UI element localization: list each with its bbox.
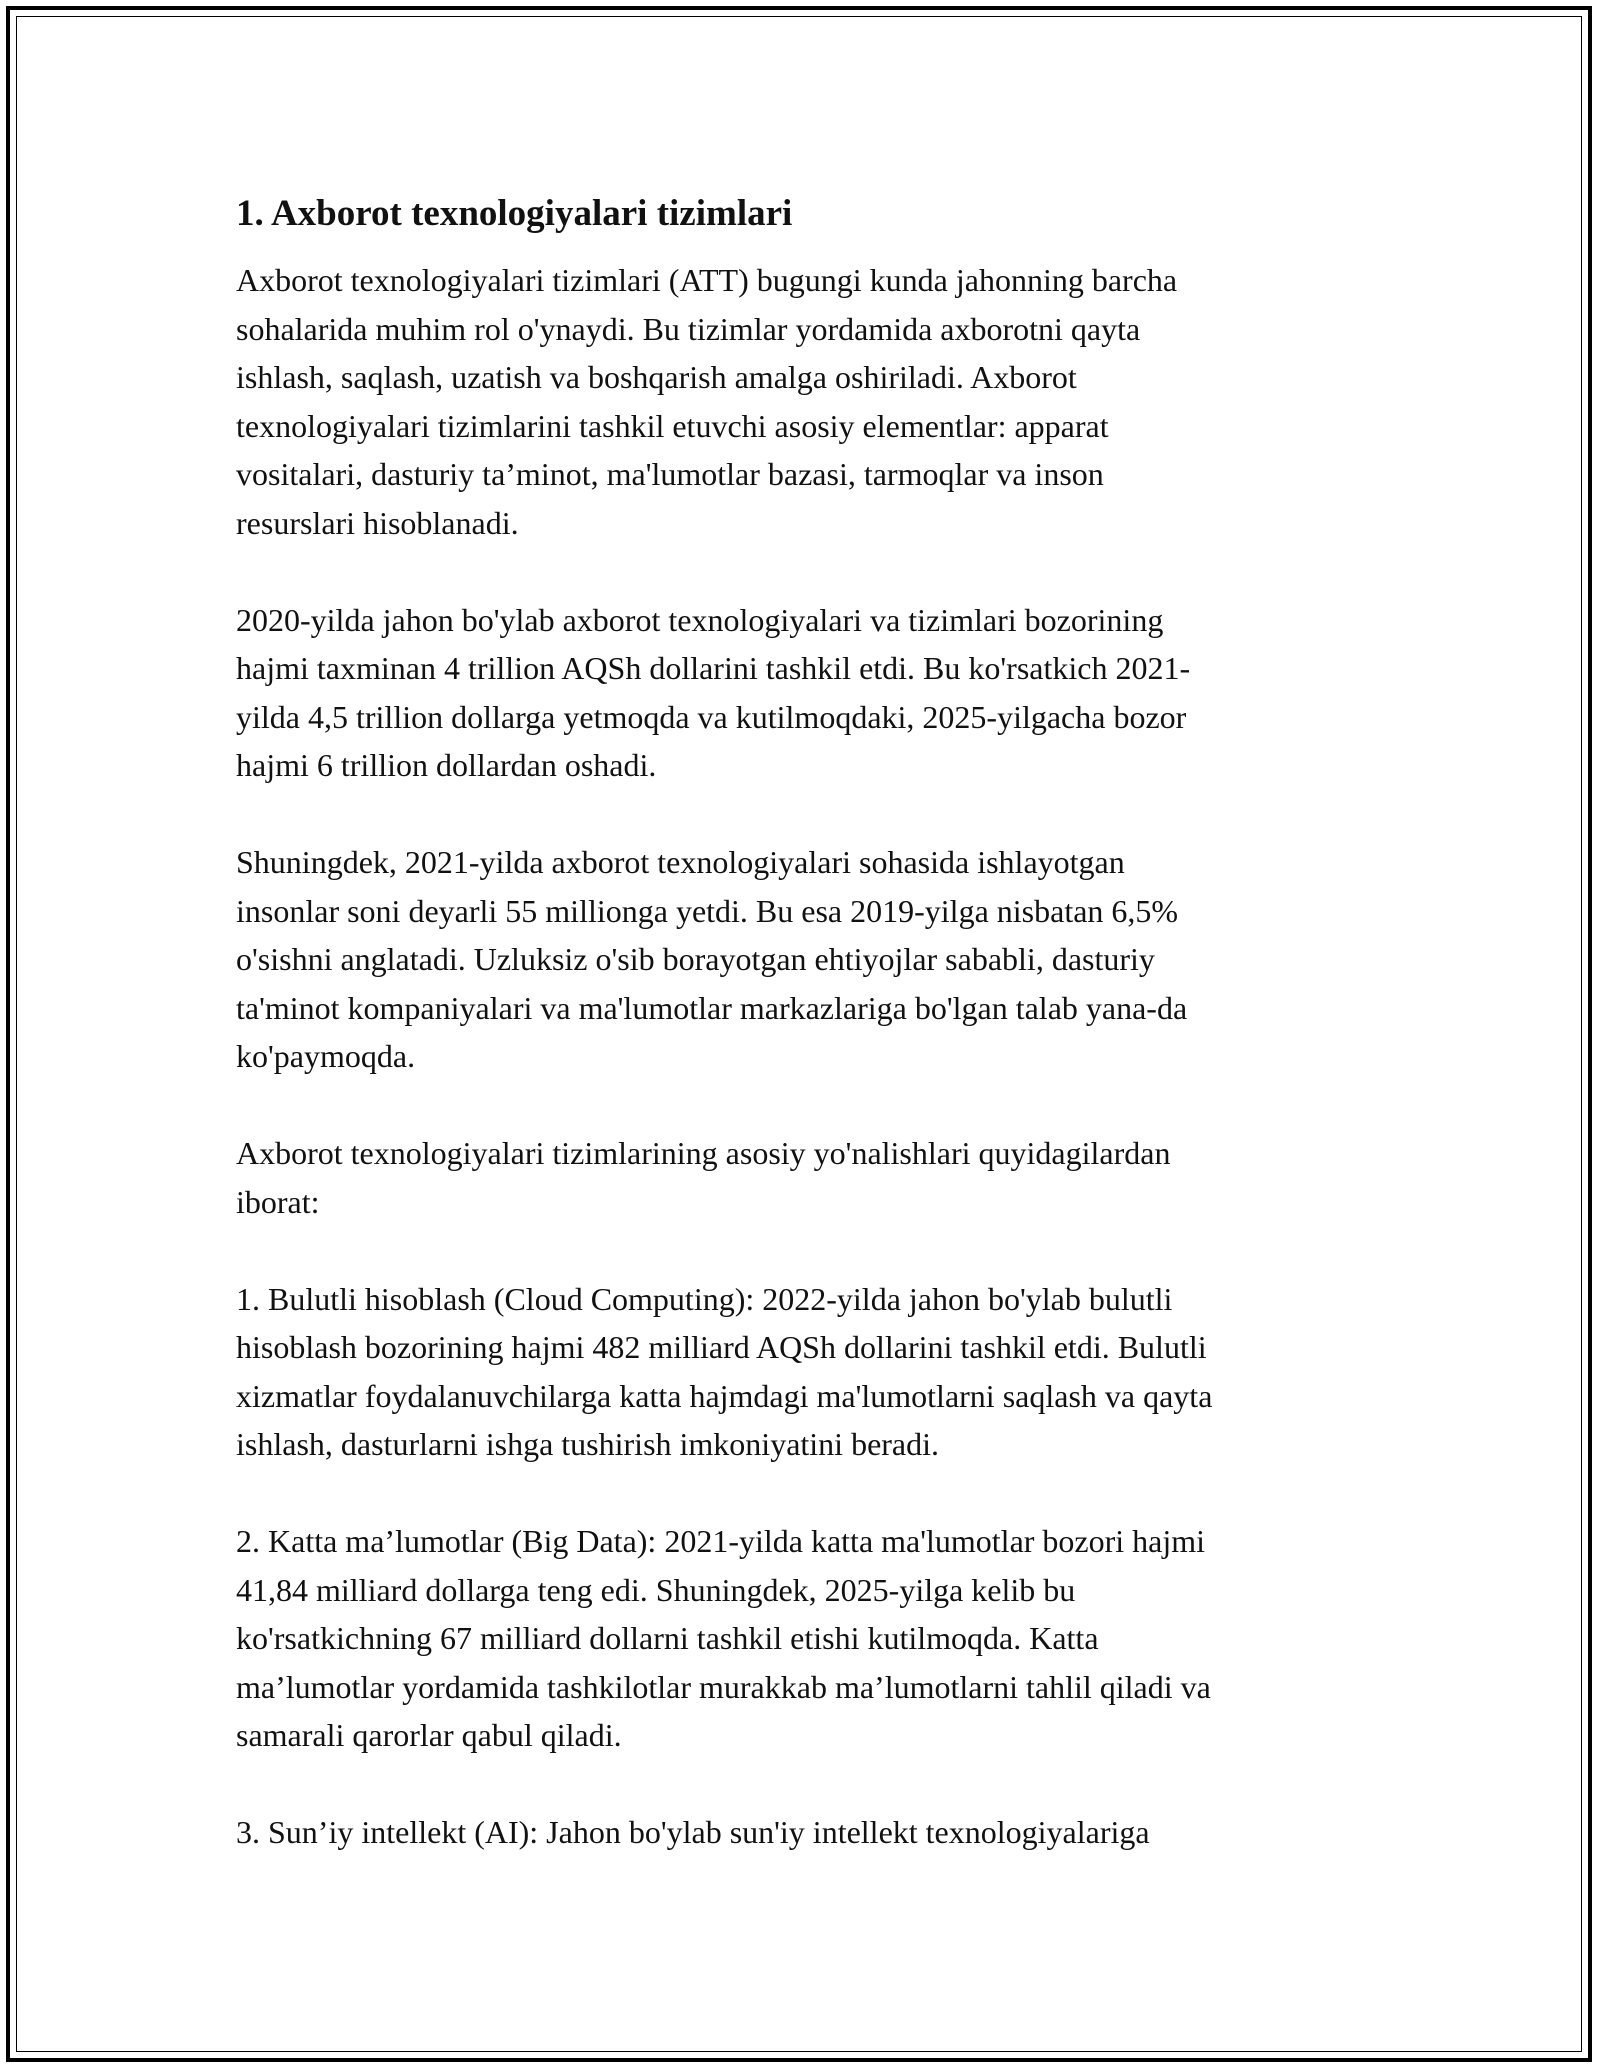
paragraph xyxy=(236,256,1376,547)
text-line: 1. Bulutli hisoblash (Cloud Computing): 2022-yilda jahon bo'ylab bulutli xyxy=(236,1280,1173,1317)
text-line: Axborot texnologiyalari tizimlari (ATT) bugungi kunda jahonning barcha xyxy=(236,262,1178,298)
text-line: hisoblash bozorining hajmi 482 milliard AQSh dollarini tashkil etdi. Bulutli xyxy=(236,1329,1207,1365)
text-line: sohalarida muhim rol o'ynaydi. Bu tizimlar yordamida axborotni qayta xyxy=(236,310,1141,347)
text-line: 2020-yilda jahon bo'ylab axborot texnologiyalari va tizimlari bozorining xyxy=(236,601,1164,638)
text-line: hajmi 6 trillion dollardan oshadi. xyxy=(236,747,657,783)
paragraph xyxy=(236,1275,1376,1469)
text-line: samarali qarorlar qabul qiladi. xyxy=(236,1717,622,1753)
text-line: insonlar soni deyarli 55 millionga yetdi. Bu esa 2019-yilga nisbatan 6,5% xyxy=(236,892,1179,929)
text-line: vositalari, dasturiy ta’minot, ma'lumotlar bazasi, tarmoqlar va inson xyxy=(236,456,1104,492)
text-line: ishlash, saqlash, uzatish va boshqarish amalga oshiriladi. Axborot xyxy=(236,359,1077,395)
text-line: ishlash, dasturlarni ishga tushirish imkoniyatini beradi. xyxy=(236,1426,940,1462)
text-line: ta'minot kompaniyalari va ma'lumotlar markazlariga bo'lgan talab yana-da xyxy=(236,989,1188,1026)
document-content xyxy=(236,190,1376,1905)
text-line: xizmatlar foydalanuvchilarga katta hajmdagi ma'lumotlarni saqlash va qayta xyxy=(236,1377,1213,1414)
text-line: texnologiyalari tizimlarini tashkil etuvchi asosiy elementlar: apparat xyxy=(236,407,1109,444)
text-line: iborat: xyxy=(236,1183,320,1220)
text-line: ma’lumotlar yordamida tashkilotlar murakkab ma’lumotlarni tahlil qiladi va xyxy=(236,1668,1211,1705)
text-line: o'sishni anglatadi. Uzluksiz o'sib borayotgan ehtiyojlar sababli, dasturiy xyxy=(236,941,1155,977)
paragraph xyxy=(236,838,1376,1081)
paragraph xyxy=(236,596,1376,790)
text-line: yilda 4,5 trillion dollarga yetmoqda va kutilmoqdaki, 2025-yilgacha bozor xyxy=(236,698,1187,735)
paragraph xyxy=(236,1517,1376,1760)
text-line: ko'rsatkichning 67 milliard dollarni tashkil etishi kutilmoqda. Katta xyxy=(236,1620,1099,1656)
text-line: ko'paymoqda. xyxy=(236,1038,416,1074)
paragraph xyxy=(236,1129,1376,1226)
paragraph xyxy=(236,1808,1376,1857)
text-line: 2. Katta ma’lumotlar (Big Data): 2021-yilda katta ma'lumotlar bozori hajmi xyxy=(236,1523,1206,1559)
text-line: 3. Sun’iy intellekt (AI): Jahon bo'ylab sun'iy intellekt texnologiyalariga xyxy=(236,1814,1150,1850)
text-line: Shuningdek, 2021-yilda axborot texnologiyalari sohasida ishlayotgan xyxy=(236,844,1125,880)
text-line: hajmi taxminan 4 trillion AQSh dollarini tashkil etdi. Bu ko'rsatkich 2021- xyxy=(236,650,1191,686)
document-title: 1. Axborot texnologiyalari tizimlari xyxy=(236,193,793,234)
text-line: resurslari hisoblanadi. xyxy=(236,504,519,541)
text-line: Axborot texnologiyalari tizimlarining asosiy yo'nalishlari quyidagilardan xyxy=(236,1135,1171,1171)
paragraph-list xyxy=(236,256,1376,1857)
text-line: 41,84 milliard dollarga teng edi. Shuningdek, 2025-yilga kelib bu xyxy=(236,1571,1076,1608)
